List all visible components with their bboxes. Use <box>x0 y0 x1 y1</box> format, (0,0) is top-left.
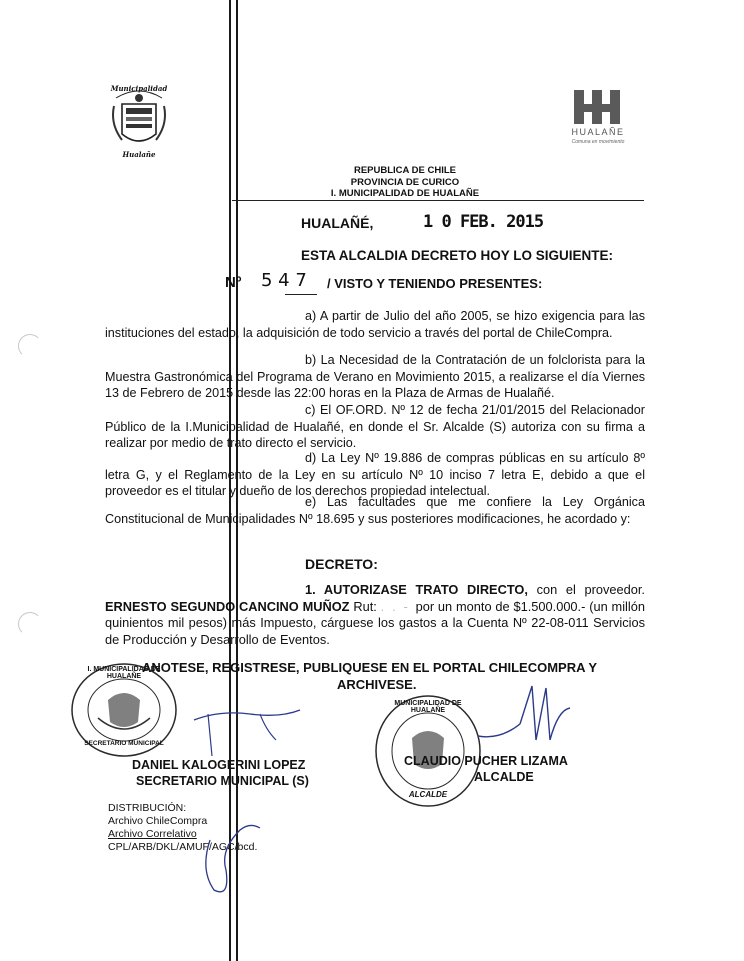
header-line-3: I. MUNICIPALIDAD DE HUALAÑE <box>330 188 480 199</box>
decree-intro: ESTA ALCALDIA DECRETO HOY LO SIGUIENTE: <box>301 248 614 263</box>
decree-number-underline <box>285 294 317 295</box>
consideration-a-text: a) A partir de Julio del año 2005, se hizo exigencia para las instituciones del estado, la adquisición de todo servicio a través del portal de ChileCompra. <box>105 309 645 340</box>
decree-number-prefix: Nº <box>225 274 242 291</box>
logo-name: HUALAÑE <box>571 127 625 137</box>
article-1 <box>105 582 645 648</box>
mayor-stamp-ring-text: MUNICIPALIDAD DE HUALAÑE <box>394 700 462 714</box>
consideration-d <box>105 450 645 500</box>
distribution-title: DISTRIBUCIÓN: <box>108 802 187 814</box>
consideration-e-text: e) Las facultades que me confiere la Ley Orgánica Constitucional de Municipalidades Nº 18.695 y sus posteriores modificaciones, he acordado y: <box>105 495 645 526</box>
logo-tagline: Comuna en movimiento <box>571 139 625 145</box>
mayor-signature <box>470 680 580 760</box>
distribution-item-1: Archivo ChileCompra <box>108 815 208 827</box>
initials-signature <box>190 810 270 900</box>
provider-name: ERNESTO SEGUNDO CANCINO MUÑOZ <box>105 598 350 614</box>
crest-bottom-text: Hualañe <box>122 150 156 159</box>
secretary-name: DANIEL KALOGERINI LOPEZ <box>132 758 306 772</box>
decreto-title: DECRETO: <box>305 556 378 572</box>
secretary-signature <box>190 700 310 760</box>
article-1-rest: por un monto de $1.500.000.- (un millón quinientos mil pesos) más Impuesto, cárguese los gastos a la Cuenta Nº 22-08-011 Servicios de Producción y Desarrollo de Eventos. <box>105 598 645 647</box>
article-1-lead: 1. AUTORIZASE TRATO DIRECTO, <box>305 582 528 597</box>
consideration-e <box>105 494 645 527</box>
mayor-stamp <box>372 692 484 810</box>
header-line-1: REPUBLICA DE CHILE <box>353 165 457 176</box>
header-rule <box>232 200 644 201</box>
consideration-a <box>105 308 645 341</box>
hualane-logo <box>568 90 628 148</box>
punch-hole-top <box>18 334 42 358</box>
crest-top-text: Municipalidad <box>110 84 168 93</box>
consideration-c <box>105 402 645 452</box>
rut-label: Rut: <box>349 598 381 614</box>
secretary-stamp-ring-text: I. MUNICIPALIDAD DE HUALAÑE <box>87 666 161 680</box>
mayor-name: CLAUDIO PUCHER LIZAMA <box>404 754 568 768</box>
distribution-item-3: CPL/ARB/DKL/AMUF/AGC/bcd. <box>108 841 258 853</box>
logo-h-icon <box>574 90 620 124</box>
distribution-item-2: Archivo Correlativo <box>108 828 197 840</box>
decree-number: 5 4 7 <box>261 270 307 291</box>
header-line-2: PROVINCIA DE CURICO <box>350 176 460 188</box>
mayor-stamp-bottom-text: ALCALDE <box>408 790 448 799</box>
article-1-lead-rest: con el proveedor. <box>527 582 645 597</box>
decree-number-line <box>225 270 645 296</box>
closing-line-2: ARCHIVESE. <box>337 677 417 692</box>
consideration-b-text: b) La Necesidad de la Contratación de un folclorista para la Muestra Gastronómica del Programa de Verano en Movimiento 2015, a realizarse el día Viernes 13 de Febrero de 2015 desde las 22:00 horas en la Plaza de Armas de Hualañé. <box>105 353 645 401</box>
secretary-stamp-bottom-text: SECRETARIO MUNICIPAL <box>84 740 164 747</box>
visto-label: / VISTO Y TENIENDO PRESENTES: <box>327 276 543 291</box>
date-place: HUALAÑÉ, <box>301 215 374 231</box>
mayor-title: ALCALDE <box>474 770 534 784</box>
secretary-stamp <box>68 660 180 760</box>
header-block <box>250 165 560 200</box>
consideration-d-text: d) La Ley Nº 19.886 de compras públicas en su artículo 8º letra G, y el Reglamento de la Ley en su artículo Nº 10 inciso 7 letra E, debido a que el proveedor es el titular y dueño de los derechos propiedad intelectual. <box>105 451 645 499</box>
rut-value-redacted: . . - <box>380 598 416 614</box>
municipal-crest <box>108 84 170 164</box>
consideration-c-text: c) El OF.ORD. Nº 12 de fecha 21/01/2015 del Relacionador Público de la I.Municipalidad de Hualañé, en donde el Sr. Alcalde (S) autoriza con su firma a realizar por medio de trato directo el servicio. <box>105 403 645 451</box>
secretary-title: SECRETARIO MUNICIPAL (S) <box>136 774 309 788</box>
date-stamp: 1 0 FEB. 2015 <box>423 212 544 232</box>
closing-line-1: ANOTESE, REGISTRESE, PUBLIQUESE EN EL PORTAL CHILECOMPRA Y <box>142 660 598 675</box>
consideration-b <box>105 352 645 402</box>
punch-hole-bottom <box>18 612 42 636</box>
